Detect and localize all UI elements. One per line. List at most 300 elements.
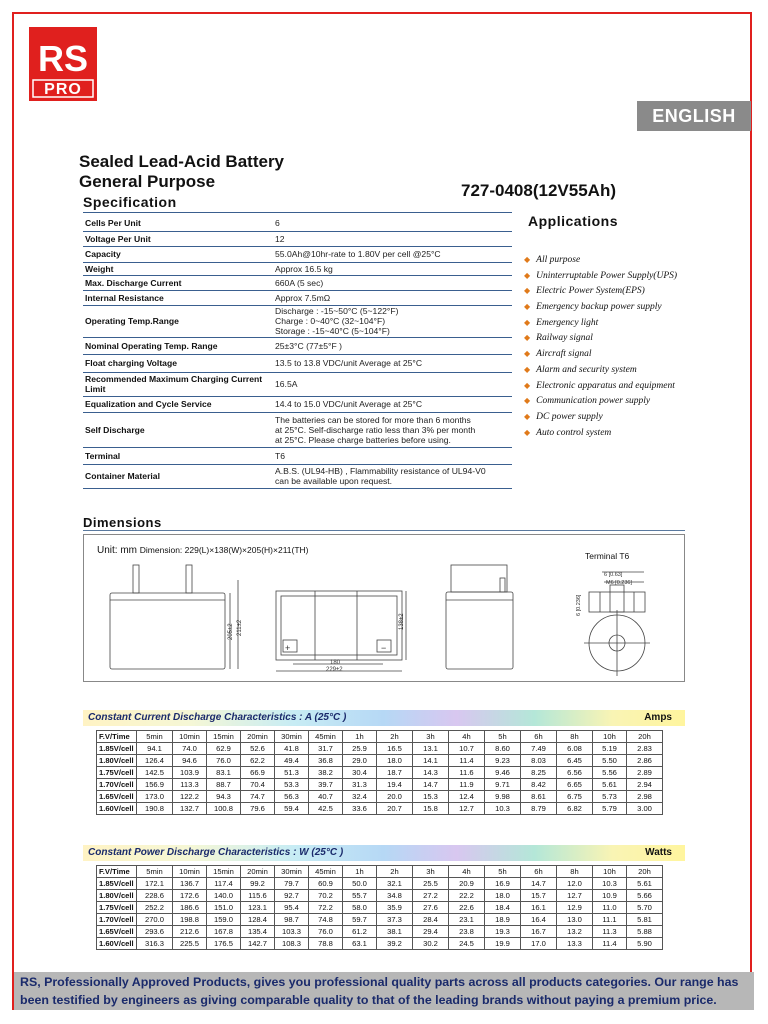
diamond-bullet-icon: ◆: [524, 255, 531, 264]
table-cell: 1.80V/cell: [97, 755, 137, 767]
table-cell: 12.7: [557, 890, 593, 902]
table-header-cell: 5min: [137, 731, 173, 743]
table-cell: 212.6: [173, 926, 207, 938]
table-cell: 72.2: [309, 902, 343, 914]
table-cell: 2.86: [627, 755, 663, 767]
diamond-bullet-icon: ◆: [524, 349, 531, 359]
table-cell: 28.4: [413, 914, 449, 926]
model-number: 727-0408(12V55Ah): [461, 181, 616, 200]
spec-value-line: Storage : -15~40°C (5~104°F): [275, 326, 390, 336]
table-cell: 108.3: [275, 938, 309, 950]
table-cell: 20.7: [377, 803, 413, 815]
dimension-spec: Dimension: 229(L)×138(W)×205(H)×211(TH): [139, 545, 309, 555]
table-cell: 16.4: [521, 914, 557, 926]
table-cell: 128.4: [241, 914, 275, 926]
table-cell: 62.9: [207, 743, 241, 755]
table-cell: 9.23: [485, 755, 521, 767]
table-header-cell: 2h: [377, 731, 413, 743]
diamond-bullet-icon: ◆: [524, 411, 531, 421]
table-cell: 24.5: [449, 938, 485, 950]
table-header-cell: 5min: [137, 866, 173, 878]
table-cell: 99.2: [241, 878, 275, 890]
table-row: [97, 902, 663, 914]
power-table-band: [83, 845, 685, 861]
spec-value-line: 14.4 to 15.0 VDC/unit Average at 25°C: [275, 399, 423, 409]
table-cell: 17.0: [521, 938, 557, 950]
table-cell: 42.5: [309, 803, 343, 815]
table-cell: 27.6: [413, 902, 449, 914]
table-cell: 3.00: [627, 803, 663, 815]
application-text: Emergency backup power supply: [536, 302, 662, 313]
table-cell: 94.3: [207, 791, 241, 803]
table-header-cell: 10min: [173, 731, 207, 743]
footer-line-1: RS, Professionally Approved Products, gives you professional quality parts across all products categories. Our range has: [20, 975, 739, 989]
table-cell: 59.7: [343, 914, 377, 926]
table-cell: 20.0: [377, 791, 413, 803]
table-cell: 11.4: [449, 755, 485, 767]
table-cell: 62.2: [241, 755, 275, 767]
table-cell: 32.4: [343, 791, 377, 803]
table-cell: 92.7: [275, 890, 309, 902]
power-table-title: Constant Power Discharge Characteristics : W (25°C ): [88, 847, 344, 858]
table-cell: 51.3: [275, 767, 309, 779]
length-inner-label: 180: [330, 660, 341, 666]
table-cell: 36.8: [309, 755, 343, 767]
table-cell: 6.65: [557, 779, 593, 791]
table-cell: 94.6: [173, 755, 207, 767]
terminal-dim-1: 6 [0.63]: [604, 572, 623, 578]
table-header-cell: 15min: [207, 731, 241, 743]
table-cell: 9.46: [485, 767, 521, 779]
table-cell: 100.8: [207, 803, 241, 815]
current-table-unit: Amps: [644, 712, 672, 723]
table-cell: 76.0: [207, 755, 241, 767]
table-cell: 74.7: [241, 791, 275, 803]
specification-heading: Specification: [83, 194, 177, 210]
table-cell: 63.1: [343, 938, 377, 950]
table-header-cell: 8h: [557, 731, 593, 743]
spec-label: Capacity: [83, 246, 273, 262]
spec-value-line: Discharge : -15~50°C (5~122°F): [275, 306, 399, 316]
table-cell: 12.7: [449, 803, 485, 815]
table-header-row: [97, 731, 663, 743]
table-cell: 198.8: [173, 914, 207, 926]
table-cell: 5.81: [627, 914, 663, 926]
table-cell: 19.3: [485, 926, 521, 938]
spec-label: Recommended Maximum Charging Current Limit: [83, 372, 273, 396]
spec-value-line: 6: [275, 217, 280, 228]
table-cell: 29.0: [343, 755, 377, 767]
application-text: Railway signal: [536, 333, 593, 344]
table-cell: 41.8: [275, 743, 309, 755]
table-cell: 88.7: [207, 779, 241, 791]
table-cell: 9.71: [485, 779, 521, 791]
table-cell: 5.19: [593, 743, 627, 755]
table-cell: 8.25: [521, 767, 557, 779]
table-row: [97, 890, 663, 902]
table-cell: 33.6: [343, 803, 377, 815]
table-cell: 1.70V/cell: [97, 779, 137, 791]
diamond-bullet-icon: ◆: [524, 317, 531, 327]
table-cell: 132.7: [173, 803, 207, 815]
table-cell: 5.66: [627, 890, 663, 902]
footer-banner: [14, 972, 754, 1010]
diamond-bullet-icon: ◆: [524, 270, 531, 280]
table-cell: 8.61: [521, 791, 557, 803]
table-cell: 31.7: [309, 743, 343, 755]
spec-value-line: T6: [275, 450, 286, 461]
table-cell: 76.0: [309, 926, 343, 938]
table-cell: 13.3: [557, 938, 593, 950]
table-header-cell: 4h: [449, 866, 485, 878]
table-cell: 30.4: [343, 767, 377, 779]
table-cell: 172.6: [173, 890, 207, 902]
table-cell: 103.9: [173, 767, 207, 779]
table-header-cell: 10h: [593, 731, 627, 743]
table-row: [97, 779, 663, 791]
table-cell: 186.6: [173, 902, 207, 914]
table-cell: 53.3: [275, 779, 309, 791]
table-header-row: [97, 866, 663, 878]
table-cell: 117.4: [207, 878, 241, 890]
application-text: Alarm and security system: [536, 364, 637, 375]
table-cell: 12.0: [557, 878, 593, 890]
dimensions-heading: Dimensions: [83, 515, 162, 530]
table-cell: 25.9: [343, 743, 377, 755]
positive-terminal-icon: +: [285, 643, 291, 653]
table-cell: 10.3: [485, 803, 521, 815]
table-cell: 14.7: [521, 878, 557, 890]
table-cell: 5.90: [627, 938, 663, 950]
table-cell: 1.70V/cell: [97, 914, 137, 926]
spec-label: Operating Temp.Range: [83, 305, 273, 337]
spec-label: Terminal: [83, 447, 273, 464]
spec-value-line: Charge : 0~40°C (32~104°F): [275, 316, 386, 326]
table-header-cell: 45min: [309, 866, 343, 878]
table-cell: 10.3: [593, 878, 627, 890]
table-cell: 16.7: [521, 926, 557, 938]
table-header-cell: 20min: [241, 731, 275, 743]
table-cell: 58.0: [343, 902, 377, 914]
table-cell: 49.4: [275, 755, 309, 767]
table-cell: 5.56: [593, 767, 627, 779]
table-cell: 32.1: [377, 878, 413, 890]
table-cell: 10.9: [593, 890, 627, 902]
application-text: Uninterruptable Power Supply(UPS): [536, 270, 678, 281]
width-label: 138±2: [399, 613, 405, 630]
table-cell: 18.0: [377, 755, 413, 767]
table-cell: 23.8: [449, 926, 485, 938]
table-cell: 61.2: [343, 926, 377, 938]
table-cell: 1.65V/cell: [97, 791, 137, 803]
table-cell: 25.5: [413, 878, 449, 890]
footer-line-2: been testified by engineers as giving comparable quality to that of the leading brands without paying a premium price.: [20, 993, 717, 1007]
table-cell: 19.9: [485, 938, 521, 950]
svg-text:PRO: PRO: [44, 81, 82, 98]
spec-value-line: A.B.S. (UL94-HB) , Flammability resistance of UL94-V0: [275, 466, 486, 476]
table-cell: 142.5: [137, 767, 173, 779]
product-subtitle: General Purpose: [79, 172, 216, 191]
table-cell: 66.9: [241, 767, 275, 779]
table-header-cell: 30min: [275, 731, 309, 743]
table-cell: 293.6: [137, 926, 173, 938]
spec-value-line: 16.5A: [275, 379, 298, 389]
table-cell: 1.85V/cell: [97, 743, 137, 755]
table-cell: 29.4: [413, 926, 449, 938]
application-text: Electronic apparatus and equipment: [536, 380, 675, 391]
table-cell: 5.88: [627, 926, 663, 938]
spec-label: Equalization and Cycle Service: [83, 396, 273, 412]
language-label: ENGLISH: [637, 101, 751, 131]
table-cell: 11.1: [593, 914, 627, 926]
table-cell: 34.8: [377, 890, 413, 902]
table-cell: 20.9: [449, 878, 485, 890]
table-cell: 1.65V/cell: [97, 926, 137, 938]
table-cell: 8.79: [521, 803, 557, 815]
product-title: Sealed Lead-Acid Battery: [79, 152, 285, 171]
table-row: [97, 926, 663, 938]
table-cell: 113.3: [173, 779, 207, 791]
table-cell: 16.1: [521, 902, 557, 914]
table-cell: 18.4: [485, 902, 521, 914]
table-header-cell: 6h: [521, 866, 557, 878]
table-cell: 1.75V/cell: [97, 902, 137, 914]
table-cell: 190.8: [137, 803, 173, 815]
table-cell: 5.50: [593, 755, 627, 767]
table-cell: 79.7: [275, 878, 309, 890]
table-cell: 136.7: [173, 878, 207, 890]
table-cell: 31.3: [343, 779, 377, 791]
negative-terminal-icon: −: [381, 643, 387, 653]
table-cell: 2.83: [627, 743, 663, 755]
table-cell: 15.8: [413, 803, 449, 815]
table-header-cell: 20h: [627, 731, 663, 743]
length-label: 229±2: [326, 667, 343, 673]
table-cell: 270.0: [137, 914, 173, 926]
application-text: Electric Power System(EPS): [536, 286, 645, 297]
current-table-band: [83, 710, 685, 726]
table-cell: 55.7: [343, 890, 377, 902]
table-cell: 38.1: [377, 926, 413, 938]
table-cell: 35.9: [377, 902, 413, 914]
table-cell: 22.2: [449, 890, 485, 902]
table-cell: 18.9: [485, 914, 521, 926]
table-cell: 316.3: [137, 938, 173, 950]
table-cell: 39.7: [309, 779, 343, 791]
table-cell: 2.98: [627, 791, 663, 803]
table-header-cell: 1h: [343, 731, 377, 743]
spec-value-line: 660A (5 sec): [275, 277, 324, 288]
table-cell: 1.60V/cell: [97, 803, 137, 815]
table-header-cell: 5h: [485, 866, 521, 878]
spec-value-line: 55.0Ah@10hr-rate to 1.80V per cell @25°C: [275, 249, 441, 259]
table-cell: 16.9: [485, 878, 521, 890]
diamond-bullet-icon: ◆: [524, 380, 531, 390]
table-cell: 14.3: [413, 767, 449, 779]
table-cell: 14.1: [413, 755, 449, 767]
table-cell: 5.61: [627, 878, 663, 890]
spec-value-line: Approx 16.5 kg: [275, 263, 333, 274]
table-header-cell: 3h: [413, 731, 449, 743]
table-cell: 15.7: [521, 890, 557, 902]
table-cell: 103.3: [275, 926, 309, 938]
table-cell: 2.94: [627, 779, 663, 791]
table-cell: 83.1: [207, 767, 241, 779]
table-cell: 11.6: [449, 767, 485, 779]
table-header-cell: 10h: [593, 866, 627, 878]
spec-value-line: Approx 7.5mΩ: [275, 292, 331, 303]
table-cell: 7.49: [521, 743, 557, 755]
table-header-cell: 20min: [241, 866, 275, 878]
spec-label: Weight: [83, 262, 273, 275]
table-cell: 70.2: [309, 890, 343, 902]
current-discharge-table: [96, 730, 663, 815]
table-header-cell: 4h: [449, 731, 485, 743]
table-cell: 6.75: [557, 791, 593, 803]
table-cell: 6.56: [557, 767, 593, 779]
table-row: [97, 878, 663, 890]
diamond-bullet-icon: ◆: [524, 333, 531, 343]
table-cell: 27.2: [413, 890, 449, 902]
table-cell: 56.3: [275, 791, 309, 803]
table-cell: 18.0: [485, 890, 521, 902]
table-cell: 5.70: [627, 902, 663, 914]
table-cell: 6.08: [557, 743, 593, 755]
table-header-cell: 10min: [173, 866, 207, 878]
diamond-bullet-icon: ◆: [524, 396, 531, 406]
table-row: [97, 938, 663, 950]
table-cell: 14.7: [413, 779, 449, 791]
table-cell: 11.3: [593, 926, 627, 938]
spec-value-line: at 25°C. Please charge batteries before using.: [275, 434, 451, 445]
table-header-cell: 45min: [309, 731, 343, 743]
table-cell: 8.42: [521, 779, 557, 791]
table-cell: 1.85V/cell: [97, 878, 137, 890]
table-cell: 11.0: [593, 902, 627, 914]
table-header-cell: 30min: [275, 866, 309, 878]
unit-text: Unit: mm: [97, 545, 137, 556]
table-cell: 59.4: [275, 803, 309, 815]
power-table-unit: Watts: [645, 847, 672, 858]
table-row: [97, 743, 663, 755]
svg-text:RS: RS: [37, 38, 89, 79]
table-cell: 95.4: [275, 902, 309, 914]
table-cell: 52.6: [241, 743, 275, 755]
table-cell: 1.80V/cell: [97, 890, 137, 902]
table-cell: 5.79: [593, 803, 627, 815]
table-cell: 12.9: [557, 902, 593, 914]
table-cell: 23.1: [449, 914, 485, 926]
spec-label: Container Material: [83, 464, 273, 488]
spec-value-line: 12: [275, 233, 285, 244]
table-header-cell: 5h: [485, 731, 521, 743]
diamond-bullet-icon: ◆: [524, 427, 531, 437]
table-header-cell: F.V/Time: [97, 731, 137, 743]
application-text: Communication power supply: [536, 396, 651, 407]
table-cell: 5.61: [593, 779, 627, 791]
table-cell: 40.7: [309, 791, 343, 803]
application-text: DC power supply: [536, 411, 603, 422]
table-row: [97, 755, 663, 767]
total-height-label: 211±2: [237, 619, 243, 636]
diamond-bullet-icon: ◆: [524, 302, 531, 312]
table-cell: 19.4: [377, 779, 413, 791]
application-text: Emergency light: [536, 317, 599, 328]
table-cell: 30.2: [413, 938, 449, 950]
table-cell: 12.4: [449, 791, 485, 803]
table-header-cell: 2h: [377, 866, 413, 878]
table-cell: 122.2: [173, 791, 207, 803]
table-cell: 60.9: [309, 878, 343, 890]
terminal-label: Terminal T6: [585, 551, 630, 561]
table-cell: 5.73: [593, 791, 627, 803]
table-cell: 78.8: [309, 938, 343, 950]
table-cell: 173.0: [137, 791, 173, 803]
table-cell: 6.45: [557, 755, 593, 767]
spec-value-line: at 25°C. Self-discharge ratio less than 3% per month: [275, 424, 476, 435]
table-cell: 37.3: [377, 914, 413, 926]
table-cell: 167.8: [207, 926, 241, 938]
application-text: Aircraft signal: [536, 349, 592, 360]
table-cell: 123.1: [241, 902, 275, 914]
table-cell: 15.3: [413, 791, 449, 803]
power-discharge-table: [96, 865, 663, 950]
table-cell: 18.7: [377, 767, 413, 779]
table-header-cell: F.V/Time: [97, 866, 137, 878]
table-cell: 1.75V/cell: [97, 767, 137, 779]
application-text: All purpose: [536, 255, 581, 265]
table-cell: 74.0: [173, 743, 207, 755]
table-cell: 142.7: [241, 938, 275, 950]
table-cell: 13.0: [557, 914, 593, 926]
table-cell: 8.03: [521, 755, 557, 767]
table-cell: 38.2: [309, 767, 343, 779]
table-cell: 39.2: [377, 938, 413, 950]
table-header-cell: 15min: [207, 866, 241, 878]
table-cell: 8.60: [485, 743, 521, 755]
spec-label: Internal Resistance: [83, 290, 273, 305]
table-header-cell: 3h: [413, 866, 449, 878]
table-cell: 151.0: [207, 902, 241, 914]
table-cell: 172.1: [137, 878, 173, 890]
table-header-cell: 1h: [343, 866, 377, 878]
spec-label: Nominal Operating Temp. Range: [83, 337, 273, 354]
table-cell: 13.1: [413, 743, 449, 755]
height-label: 205±2: [228, 623, 234, 640]
spec-label: Self Discharge: [83, 412, 273, 447]
table-cell: 22.6: [449, 902, 485, 914]
table-cell: 140.0: [207, 890, 241, 902]
table-cell: 11.4: [593, 938, 627, 950]
spec-label: Float charging Voltage: [83, 354, 273, 372]
table-cell: 98.7: [275, 914, 309, 926]
table-cell: 159.0: [207, 914, 241, 926]
diamond-bullet-icon: ◆: [524, 364, 531, 374]
spec-label: Voltage Per Unit: [83, 231, 273, 246]
table-cell: 79.6: [241, 803, 275, 815]
spec-label: Max. Discharge Current: [83, 275, 273, 290]
table-cell: 135.4: [241, 926, 275, 938]
table-row: [97, 791, 663, 803]
table-header-cell: 20h: [627, 866, 663, 878]
table-cell: 115.6: [241, 890, 275, 902]
table-row: [97, 914, 663, 926]
table-cell: 225.5: [173, 938, 207, 950]
table-row: [97, 767, 663, 779]
spec-value-line: 13.5 to 13.8 VDC/unit Average at 25°C: [275, 358, 423, 368]
table-cell: 9.98: [485, 791, 521, 803]
application-text: Auto control system: [536, 427, 612, 438]
